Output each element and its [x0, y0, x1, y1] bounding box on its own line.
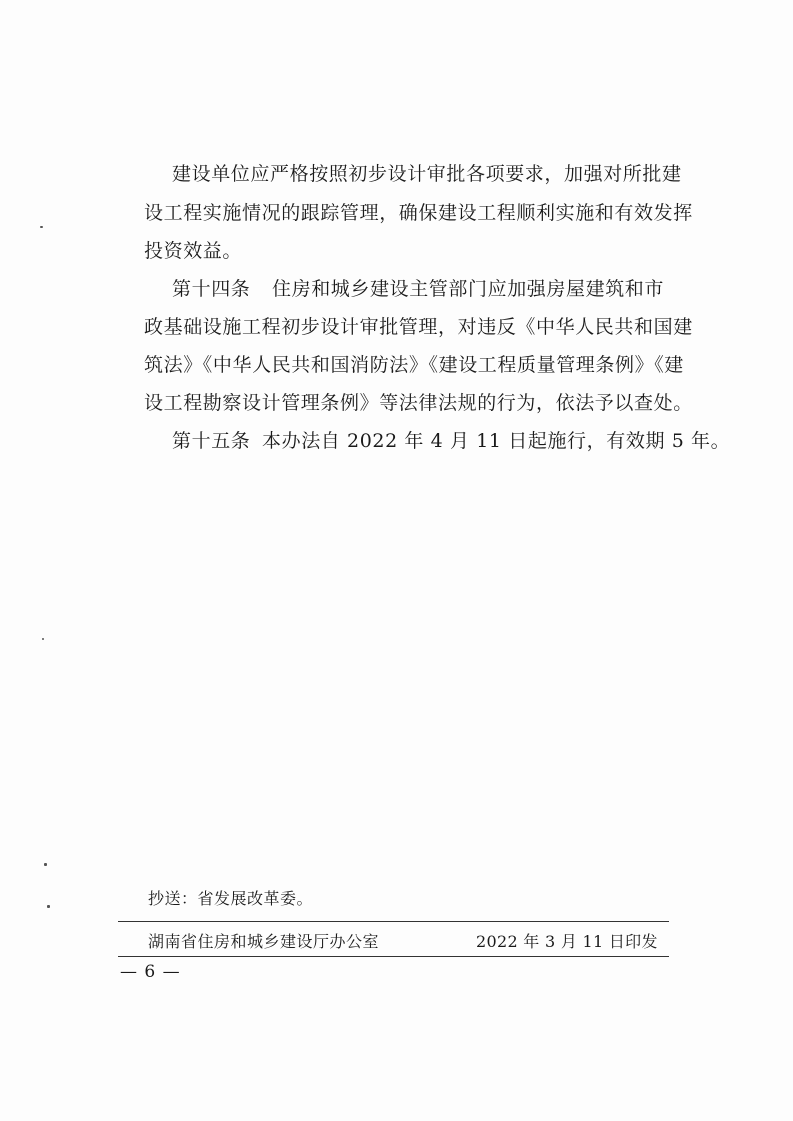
body-line: 筑法》《中华人民共和国消防法》《建设工程质量管理条例》《建 — [144, 354, 684, 376]
footer-rule-bottom — [118, 956, 669, 957]
body-line: 建设单位应严格按照初步设计审批各项要求，加强对所批建 — [172, 163, 682, 185]
body-line: 设工程实施情况的跟踪管理，确保建设工程顺利实施和有效发挥 — [144, 202, 693, 224]
body-line: 本办法自 2022 年 4 月 11 日起施行，有效期 5 年。 — [262, 430, 731, 452]
body-line: 投资效益。 — [144, 240, 243, 262]
body-line: 住房和城乡建设主管部门应加强房屋建筑和市 — [272, 278, 665, 300]
cc-line: 抄送：省发展改革委。 — [148, 889, 314, 908]
article-heading: 第十五条 — [172, 430, 251, 452]
issue-date: 2022 年 3 月 11 日印发 — [476, 932, 658, 951]
page-number: — 6 — — [120, 962, 181, 982]
footer-rule-top — [118, 921, 669, 922]
body-line: 政基础设施工程初步设计审批管理，对违反《中华人民共和国建 — [144, 316, 693, 338]
article-heading: 第十四条 — [172, 278, 251, 300]
body-line: 设工程勘察设计管理条例》等法律法规的行为，依法予以查处。 — [144, 392, 693, 414]
issuer: 湖南省住房和城乡建设厅办公室 — [148, 932, 380, 951]
